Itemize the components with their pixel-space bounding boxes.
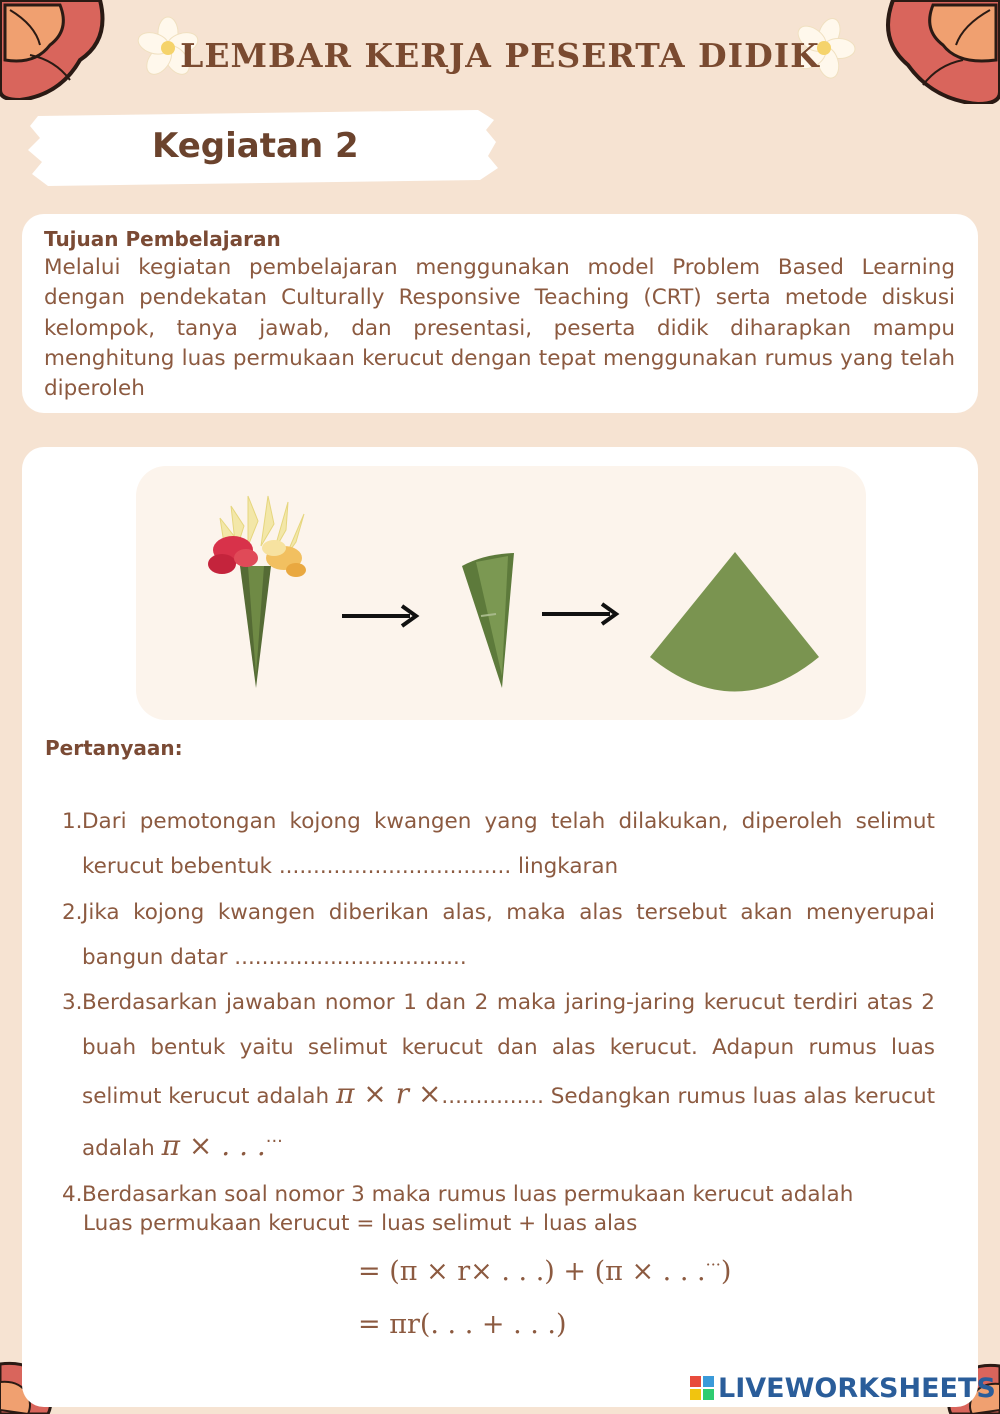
question-3: 3. Berdasarkan jawaban nomor 1 dan 2 maka jaring-jaring kerucut terdiri atas 2 buah bentuk yaitu selimut kerucut dan alas kerucut. Adapun rumus luas selimut kerucut adalah π × r ×............... Sedangkan rumus luas alas kerucut adalah π × . . .··· — [62, 990, 935, 1163]
math-base-exponent: ··· — [265, 1131, 283, 1153]
kojong-illustration — [136, 466, 866, 720]
arrow-right-icon-2 — [542, 604, 616, 624]
answer-blank-3[interactable]: ............... — [441, 1083, 544, 1109]
learning-goal-heading: Tujuan Pembelajaran — [44, 227, 281, 251]
question-4: 4. Berdasarkan soal nomor 3 maka rumus luas permukaan kerucut adalah — [62, 1181, 854, 1207]
answer-blank-1[interactable]: .................................. — [278, 854, 512, 880]
kojong-cone-icon — [462, 553, 514, 688]
page-title: LEMBAR KERJA PESERTA DIDIK — [180, 36, 820, 75]
liveworksheets-logo-icon — [690, 1376, 714, 1400]
cone-net-sector-icon — [650, 552, 819, 692]
surface-area-definition: Luas permukaan kerucut = luas selimut + luas alas — [83, 1211, 638, 1236]
surface-area-formula-step-2: = πr(. . . + . . .) — [358, 1309, 567, 1340]
questions-heading: Pertanyaan: — [45, 736, 183, 760]
kojong-kwangen-with-flowers-icon — [208, 496, 306, 688]
watermark-text: LIVEWORKSHEETS — [718, 1372, 996, 1404]
arrow-right-icon-1 — [342, 606, 416, 626]
learning-goal-text: Melalui kegiatan pembelajaran menggunakan model Problem Based Learning dengan pendekatan Culturally Responsive Teaching (CRT) serta metode diskusi kelompok, tanya jawab, dan presentasi, peserta didik diharapkan mampu menghitung luas permukaan kerucut dengan tepat menggunakan rumus yang telah diperoleh — [44, 255, 955, 402]
worksheet-card — [22, 447, 978, 1407]
question-2: 2. Jika kojong kwangen diberikan alas, maka alas tersebut akan menyerupai bangun datar .................................. — [62, 899, 935, 970]
math-lateral-formula: π × r × — [335, 1076, 442, 1110]
learning-goal-card — [22, 214, 978, 413]
questions-list — [62, 799, 935, 1217]
surface-area-formula-step-1: = (π × r× . . .) + (π × . . .···) — [358, 1255, 732, 1287]
answer-blank-2[interactable]: .................................. — [234, 944, 467, 970]
activity-label: Kegiatan 2 — [152, 126, 359, 166]
liveworksheets-watermark — [690, 1373, 996, 1403]
math-base-formula: π × . . . — [161, 1129, 266, 1163]
question-1: 1. Dari pemotongan kojong kwangen yang telah dilakukan, diperoleh selimut kerucut bebentuk .................................. lingkaran — [62, 809, 935, 880]
illustration-panel — [136, 466, 866, 720]
